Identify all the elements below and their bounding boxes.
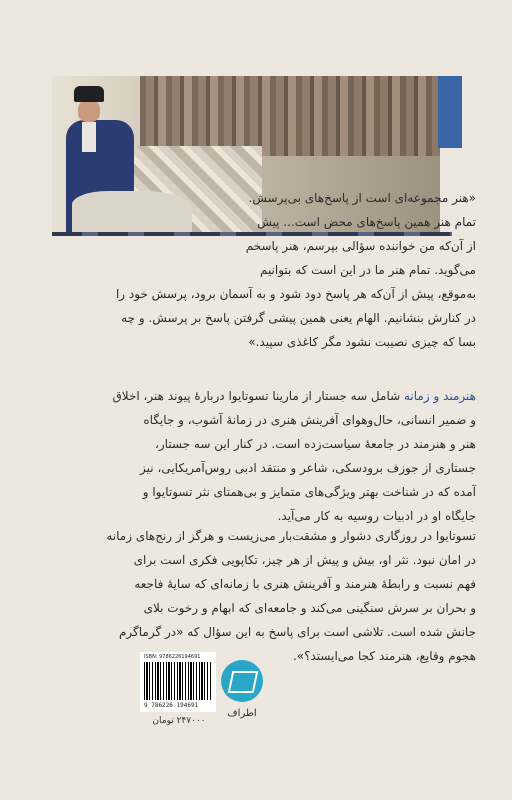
description-paragraph xyxy=(28,384,476,528)
closing-paragraph xyxy=(28,524,476,668)
description-line: و ضمیر انسانی، حال‌وهوای آفرینش هنری در زمانهٔ آشوب، و جایگاه xyxy=(143,413,476,427)
closing-line: جانش شده است. تلاشی است برای پاسخ به این سؤال که «در گرماگرم xyxy=(118,625,476,639)
publisher-logo-icon xyxy=(221,660,263,702)
photo-collar xyxy=(82,122,96,152)
description-line xyxy=(28,384,476,408)
description-line: جایگاه او در ادبیات روسیه به کار می‌آید. xyxy=(277,509,476,523)
quote-line: بسا که چیزی نصیبت نشود مگر کاغذی سپید.» xyxy=(248,335,476,349)
closing-line: هجوم وقایع، هنرمند کجا می‌ایستد؟». xyxy=(292,649,476,663)
closing-line: و بحران بر سرش سنگینی می‌کند و جامعه‌ای که ابهام و رخوت بلای xyxy=(143,601,476,615)
book-icon xyxy=(228,671,259,693)
book-title: هنرمند و زمانه xyxy=(404,389,476,403)
isbn-barcode xyxy=(140,652,216,712)
quote-paragraph xyxy=(28,186,476,354)
barcode-bars xyxy=(144,662,212,700)
quote-line: می‌گوید. تمام هنر ما در این است که بتوانیم xyxy=(259,263,476,277)
description-line: آمده که در شناخت بهتر ویژگی‌های متمایز و بی‌همتای نثر تسوتایوا و xyxy=(142,485,476,499)
closing-line: در امان نبود. نثر او، بیش و پیش از هر چیز، تکاپویی فکری است برای xyxy=(133,553,476,567)
description-line: جستاری از جوزف برودسکی، شاعر و منتقد ادبی روس‌آمریکایی، نیز xyxy=(140,461,476,475)
barcode-number: 9 786226 194691 xyxy=(144,702,199,709)
description-line: هنر و هنرمند در جامعهٔ سیاست‌زده است. در کنار این سه جستار، xyxy=(155,437,476,451)
photo-wall xyxy=(140,76,440,156)
quote-line: «هنر مجموعه‌ای است از پاسخ‌های بی‌پرسش. xyxy=(248,191,476,205)
photo-face xyxy=(78,100,100,122)
blue-accent-bar xyxy=(438,76,462,148)
isbn-label: ISBN: 9786226194691 xyxy=(144,654,201,660)
quote-line: از آن‌که من خواننده سؤالی بپرسم، هنر پاسخم xyxy=(245,239,476,253)
quote-line: در کنارش بنشانیم. الهام یعنی همین پیشی گرفتن پاسخ بر پرسش. و چه xyxy=(121,311,476,325)
publisher-name: اطراف xyxy=(227,708,257,719)
quote-line: به‌موقع، پیش از آن‌که هر پاسخ دود شود و به آسمان برود، پرسش خود را xyxy=(115,287,476,301)
quote-line: تمام هنر همین پاسخ‌های محض است... پیش xyxy=(257,215,476,229)
closing-line: فهم نسبت و رابطهٔ هنرمند و آفرینش هنری با زمانه‌ای که سایهٔ فاجعه xyxy=(134,577,476,591)
description-text: شامل سه جستار از مارینا تسوتایوا دربارهٔ پیوند هنر، اخلاق xyxy=(112,389,401,403)
photo-hat xyxy=(74,86,104,102)
closing-line: تسوتایوا در روزگاری دشوار و مشقت‌بار می‌زیست و هرگز از رنج‌های زمانه xyxy=(106,529,476,543)
price: ۲۴۷۰۰۰ تومان xyxy=(152,716,206,726)
